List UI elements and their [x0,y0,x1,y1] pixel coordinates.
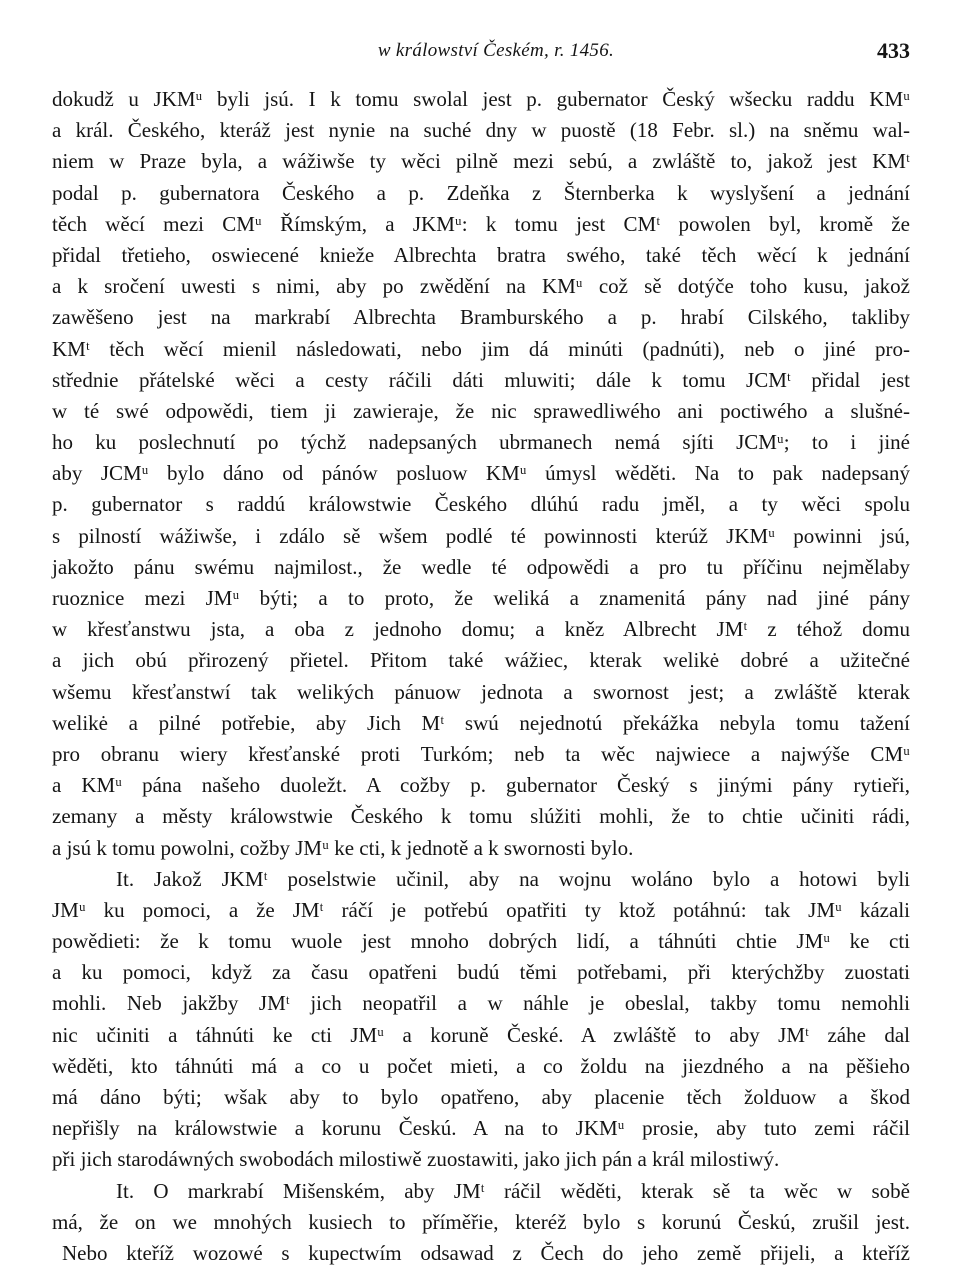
text-line: zawěšeno jest na markrabí Albrechta Bramburského a p. hrabí Cilského, takliby [52,305,910,330]
running-title: w králowství Českém, r. 1456. [377,40,615,61]
text-line: aby JCMᵘ bylo dáno od pánów posluow KMᵘ úmysl wěděti. Na to pak nadepsaný [52,461,910,486]
text-line: mohli. Neb jakžby JMᵗ jich neopatřil a w náhle je obeslal, takby tomu nemohli [52,991,910,1016]
text-line: nepřišly na králowstwie a korunu Českú. A na to JKMᵘ prosie, aby tuto zemi ráčil [52,1116,910,1141]
text-line: přidal třetieho, oswiecené knieže Albrechta bratra swého, také těch wěcí k jednání [52,242,910,267]
text-line: jakožto pánu swému najmilost., že wedle té odpowědi a pro tu příčinu nejmělaby [52,554,910,579]
text-line: ruoznice mezi JMᵘ býti; a to proto, že weliká a znamenitá pány nad jiné pány [52,586,910,610]
text-line: a KMᵘ pána našeho duoležt. A cožby p. gubernator Český s jinými pány rytieři, [52,773,910,798]
text-line: a k sročení uwesti s nimi, aby po zwědění na KMᵘ což sě dotýče toho kusu, jakož [52,274,910,299]
paragraph-end-line: při jich starodáwných swobodách milostiwě zuostawiti, jako jich pán a král milostiwý. [52,1147,780,1172]
text-line: dokudž u JKMᵘ byli jsú. I k tomu swolal jest p. gubernator Český wšecku raddu KMᵘ [52,87,910,111]
page-number: 433 [877,38,910,63]
text-line: powědieti: že k tomu wuole jest mnoho dobrých lidí, a táhnúti chtie JMᵘ ke cti [52,929,910,954]
text-line: JMᵘ ku pomoci, a že JMᵗ ráčí je potřebú opatřiti ty ktož potáhnú: tak JMᵘ kázali [52,897,910,922]
text-line: wěděti, kto táhnúti má a co u počet mieti, a co žoldu na jiezdného a na pěšieho [52,1053,910,1078]
text-line: p. gubernator s raddú králowstwie Českého dlúhú radu jměl, a ty wěci spolu [52,492,910,517]
text-line: a jich obú přirozený přietel. Přitom také wážiec, kterak welikė dobré a užitečné [52,648,910,673]
text-line: zemany a městy králowstwie Českého k tomu slúžiti mohli, že to chtie učiniti rádi, [52,804,910,829]
text-line: ho ku poslechnutí po týchž nadepsaných ubrmanech nemá sjíti JCMᵘ; to i jiné [52,430,910,455]
text-line: w křesťanstwu jsta, a oba z jednoho domu; a kněz Albrecht JMᵗ z téhož domu [52,617,910,642]
text-line: welikė a pilné potřebie, aby Jich Mᵗ swú nejednotú překážka nebyla tomu tažení [52,710,910,735]
text-line: niem w Praze byla, a wážiwše ty wěci pilně mezi sebú, a zwláště to, jakož jest KMᵗ [52,149,910,174]
running-head [52,38,910,68]
body-text [52,84,910,1269]
text-line: a ku pomoci, když za času opatřeni budú těmi potřebami, při kterýchžby zuostati [52,960,910,985]
text-line: má dáno býti; wšak aby to bylo opatřeno, aby placenie těch žolduow a škod [52,1085,910,1109]
paragraph-end-line: a jsú k tomu powolni, cožby JMᵘ ke cti, k jednotě a k swornosti bylo. [52,835,634,860]
text-line: a král. Českého, kteráž jest nynie na suché dny w puostě (18 Febr. sl.) na sněmu wal- [52,118,910,143]
text-line: wšemu křesťanstwí tak welikých pánuow jednota a swornost jest; a zwláště kterak [52,679,910,704]
text-line: podal p. gubernatora Českého a p. Zdeňka z Šternberka k wyslyšení a jednání [52,180,910,205]
text-line: má, že on we mnohých kusiech to příměřie, kteréž bylo s korunú Českú, zrušil jest. [52,1209,910,1234]
text-line: KMᵗ těch wěcí mienil následowati, nebo jim dá minúti (padnúti), neb o jiné pro- [52,336,910,361]
text-line: Nebo kteříž wozowé s kupectwím odsawad z Čech do jeho země přijeli, a kteříž [62,1240,910,1265]
paragraph-start-line: It. O markrabí Mišenském, aby JMᵗ ráčil wěděti, kterak sě ta wěc w sobě [116,1178,910,1203]
text-line: střednie přátelské wěci a cesty ráčili dáti mluwiti; dále k tomu JCMᵗ přidal jest [52,367,910,392]
text-line: s pilností wážiwše, i zdálo sě wšem podlé té powinnosti kterúž JKMᵘ powinni jsú, [52,523,910,548]
paragraph-start-line: It. Jakož JKMᵗ poselstwie učinil, aby na wojnu woláno bylo a hotowi byli [116,866,910,891]
text-line: w té swé odpowědi, tiem ji zawieraje, že nic sprawedliwého ani poctiwého a slušné- [52,398,910,423]
text-line: nic učiniti a táhnúti ke cti JMᵘ a koruně České. A zwláště to aby JMᵗ záhe dal [52,1022,910,1047]
text-line: pro obranu wiery křesťanské proti Turkóm; neb ta wěc najwiece a najwýše CMᵘ [52,741,910,766]
text-line: těch wěcí mezi CMᵘ Římským, a JKMᵘ: k tomu jest CMᵗ powolen byl, kromě že [52,211,910,236]
